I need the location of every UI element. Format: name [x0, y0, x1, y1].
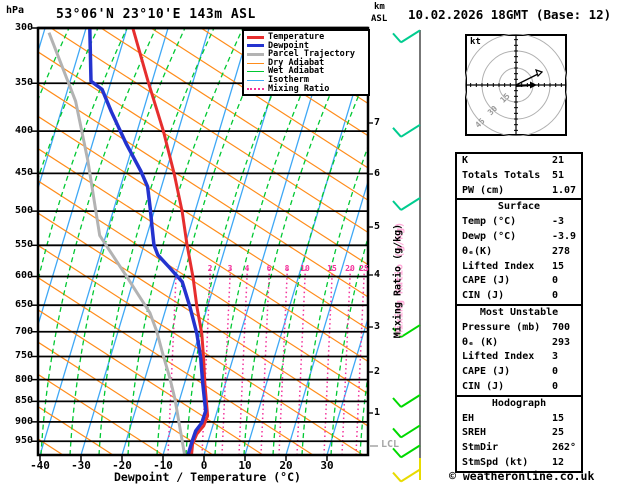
legend-sample-line: [247, 80, 264, 81]
altitude-tick-label: 1: [374, 407, 381, 418]
table-section-title: Surface: [497, 201, 541, 213]
mixing-ratio-value-label: 15: [327, 264, 337, 273]
table-label: SREH: [462, 427, 487, 439]
pressure-tick-label: 900: [14, 415, 33, 427]
table-label: CAPE (J): [462, 275, 511, 287]
table-value: 51: [552, 169, 565, 181]
table-row: [457, 154, 581, 169]
pressure-tick-label: 750: [14, 350, 33, 362]
table-value: 278: [552, 245, 571, 257]
table-label: Lifted Index: [462, 260, 535, 272]
table-value: 700: [552, 321, 571, 333]
pressure-tick-label: 950: [14, 435, 33, 447]
altitude-tick-label: 2: [374, 366, 381, 377]
altitude-tick-label: 6: [374, 168, 381, 179]
pressure-tick-label: 800: [14, 373, 33, 385]
table-section: [457, 154, 581, 198]
hodograph-ring-label: 15: [498, 91, 512, 105]
legend-sample-line: [247, 36, 264, 39]
table-row: [457, 245, 581, 260]
altitude-tick-label: 3: [374, 321, 381, 332]
table-row: [457, 426, 581, 441]
legend-sample-line: [247, 44, 264, 47]
temperature-tick-label: 10: [238, 459, 252, 472]
table-row: [457, 441, 581, 456]
table-row: [457, 412, 581, 427]
hodograph-unit-label: kt: [470, 37, 481, 47]
legend-sample-line: [247, 88, 264, 90]
altitude-tick-label: 4: [374, 269, 381, 280]
table-value: -3.9: [552, 230, 577, 242]
table-label: θₑ (K): [462, 336, 499, 348]
table-row: [457, 184, 581, 199]
table-section: [457, 198, 581, 304]
table-label: θₑ(K): [462, 245, 493, 257]
legend-item: [247, 85, 365, 94]
table-label: CIN (J): [462, 290, 505, 302]
altitude-tick-label: 7: [374, 117, 381, 128]
table-value: 0: [552, 366, 559, 378]
table-section-title: Most Unstable: [479, 306, 559, 318]
pressure-tick-label: 300: [14, 22, 33, 33]
table-label: Lifted Index: [462, 351, 535, 363]
temperature-tick-label: -20: [112, 459, 132, 472]
legend-item-label: Dry Adiabat: [268, 57, 325, 68]
mixing-ratio-value-label: 4: [244, 264, 250, 273]
table-section-title: Hodograph: [491, 397, 547, 409]
table-value: 0: [552, 275, 559, 287]
legend-item-label: Parcel Trajectory: [268, 49, 355, 60]
pressure-tick-label: 500: [14, 205, 33, 217]
temperature-tick-label: 30: [320, 459, 334, 472]
lcl-marker-label: LCL: [381, 439, 400, 450]
hodograph-ring-label: 45: [473, 116, 487, 130]
table-row: [457, 380, 581, 395]
table-label: Pressure (mb): [462, 321, 541, 333]
station-title: 53°06'N 23°10'E 143m ASL: [56, 7, 256, 22]
pressure-tick-label: 350: [14, 77, 33, 89]
pressure-tick-label: 600: [14, 270, 33, 282]
table-row: [457, 289, 581, 304]
datetime-label: 10.02.2026 18GMT (Base: 12): [408, 7, 612, 22]
table-label: K: [462, 155, 469, 166]
table-label: Temp (°C): [462, 216, 517, 228]
temperature-tick-label: -30: [71, 459, 91, 472]
pressure-tick-label: 850: [14, 395, 33, 407]
table-value: 25: [552, 427, 565, 439]
mixing-ratio-value-label: 2: [207, 264, 213, 273]
legend-item-label: Mixing Ratio: [268, 83, 330, 94]
table-row: [457, 169, 581, 184]
table-value: 15: [552, 412, 565, 424]
temperature-axis-label: Dewpoint / Temperature (°C): [114, 470, 301, 484]
pressure-tick-label: 550: [14, 239, 33, 251]
table-label: StmSpd (kt): [462, 456, 529, 468]
table-value: 262°: [552, 442, 577, 454]
mixing-ratio-value-label: 25: [359, 264, 369, 273]
table-label: EH: [462, 412, 475, 424]
hodograph-panel: [465, 34, 567, 136]
table-value: 0: [552, 380, 559, 392]
table-value: -3: [552, 216, 565, 228]
temperature-tick-label: 0: [200, 459, 208, 472]
legend-item-label: Isotherm: [268, 74, 309, 85]
legend-item-label: Wet Adiabat: [268, 66, 325, 77]
altitude-axis-unit-asl: ASL: [371, 14, 388, 24]
legend-item-label: Temperature: [268, 32, 325, 42]
storm-motion-vector: [516, 85, 532, 86]
table-row: [457, 321, 581, 336]
altitude-tick-label: 5: [374, 221, 381, 232]
table-value: 3: [552, 351, 559, 363]
mixing-ratio-axis-label: Mixing Ratio (g/kg): [392, 223, 404, 339]
legend-sample-line: [247, 71, 264, 72]
temperature-tick-label: -10: [153, 459, 173, 472]
table-label: PW (cm): [462, 184, 505, 196]
pressure-tick-label: 700: [14, 325, 33, 337]
table-row: [457, 230, 581, 245]
mixing-ratio-value-label: 20: [345, 264, 355, 273]
table-row: [457, 350, 581, 365]
table-value: 293: [552, 336, 571, 348]
hodograph-plot: [465, 34, 567, 136]
temperature-tick-label: -40: [30, 459, 50, 472]
table-row: [457, 274, 581, 289]
table-row: [457, 336, 581, 351]
table-row: [457, 260, 581, 275]
hodograph-ring-label: 30: [485, 103, 500, 118]
temperature-tick-label: 20: [279, 459, 293, 472]
table-label: CAPE (J): [462, 366, 511, 378]
table-value: 15: [552, 260, 565, 272]
legend-item-label: Dewpoint: [268, 40, 309, 51]
mixing-ratio-value-label: 10: [300, 264, 310, 273]
table-row: [457, 365, 581, 380]
mixing-ratio-value-label: 3: [227, 264, 233, 273]
pressure-tick-label: 450: [14, 167, 33, 179]
table-section: [457, 304, 581, 395]
pressure-tick-label: 400: [14, 125, 33, 137]
table-value: 21: [552, 155, 565, 166]
mixing-ratio-value-label: 6: [266, 264, 272, 273]
table-value: 0: [552, 290, 559, 302]
table-label: Totals Totals: [462, 169, 541, 181]
legend-sample-line: [247, 53, 264, 56]
table-value: 12: [552, 456, 565, 468]
table-value: 1.07: [552, 184, 577, 196]
copyright-credit: © weatheronline.co.uk: [449, 469, 595, 483]
pressure-tick-label: 650: [14, 299, 33, 311]
legend-sample-line: [247, 63, 264, 64]
pressure-axis-unit: hPa: [6, 5, 25, 16]
table-section: [457, 395, 581, 471]
mixing-ratio-value-label: 8: [284, 264, 290, 273]
table-label: StmDir: [462, 442, 499, 454]
altitude-axis-unit-km: km: [374, 2, 385, 12]
table-label: CIN (J): [462, 380, 505, 392]
indices-table: [455, 152, 583, 473]
table-row: [457, 215, 581, 230]
legend-box: [242, 29, 370, 96]
table-label: Dewp (°C): [462, 230, 517, 242]
